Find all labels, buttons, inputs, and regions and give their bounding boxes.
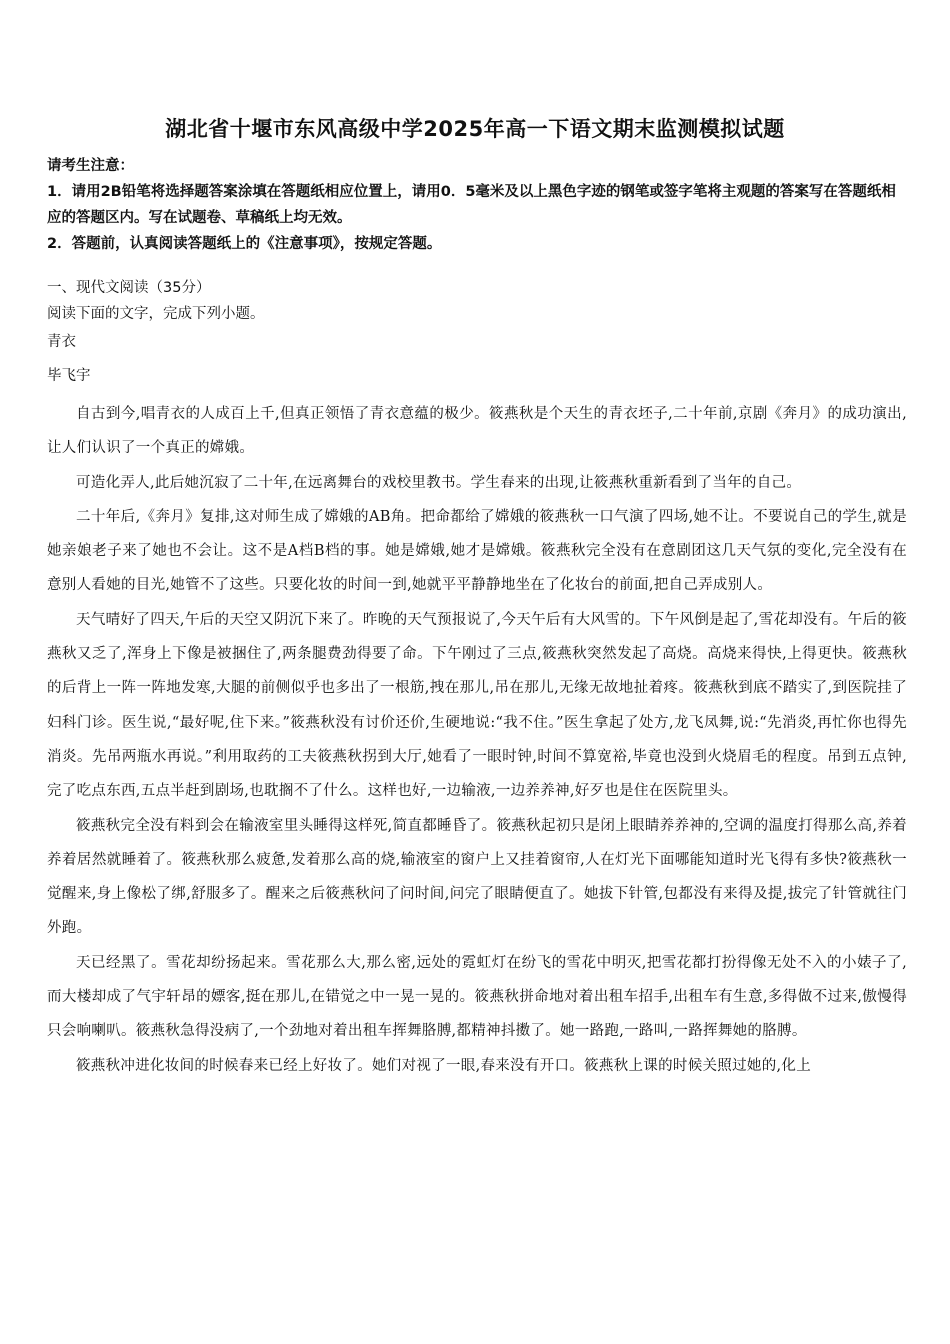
article-paragraph: 自古到今,唱青衣的人成百上千,但真正领悟了青衣意蕴的极少。筱燕秋是个天生的青衣坯子,二十年前,京剧《奔月》的成功演出,让人们认识了一个真正的嫦娥。 bbox=[47, 406, 907, 457]
notice-item-2: 2．答题前，认真阅读答题纸上的《注意事项》，按规定答题。 bbox=[47, 236, 442, 252]
notice-item-1: 1．请用2B铅笔将选择题答案涂填在答题纸相应位置上，请用0．5毫米及以上黑色字迹的钢笔或签字笔将主观题的答案写在答题纸相应的答题区内。写在试题卷、草稿纸上均无效。 bbox=[47, 184, 896, 226]
article-title: 青衣 bbox=[47, 334, 76, 350]
notice-block bbox=[47, 153, 907, 257]
article-body bbox=[47, 329, 907, 1083]
section-instruction: 阅读下面的文字，完成下列小题。 bbox=[47, 306, 265, 322]
article-author: 毕飞宇 bbox=[47, 368, 91, 384]
section-header bbox=[47, 275, 907, 327]
article-paragraph: 天已经黑了。雪花却纷扬起来。雪花那么大,那么密,远处的霓虹灯在纷飞的雪花中明灭,把雪花都打扮得像无处不入的小婊子了,而大楼却成了气宇轩昂的嫖客,挺在那儿,在错觉之中一晃一晃的。筱燕秋拼命地对着出租车招手,出租车有生意,多得做不过来,傲慢得只会响喇叭。筱燕秋急得没病了,一个劲地对着出租车挥舞胳膊,都精神抖擞了。她一路跑,一路叫,一路挥舞她的胳膊。 bbox=[47, 954, 907, 1040]
article-paragraph: 可造化弄人,此后她沉寂了二十年,在远离舞台的戏校里教书。学生春来的出现,让筱燕秋重新看到了当年的自己。 bbox=[76, 474, 802, 491]
notice-heading: 请考生注意： bbox=[47, 158, 134, 174]
article-paragraph: 天气晴好了四天,午后的天空又阴沉下来了。昨晚的天气预报说了,今天午后有大风雪的。下午风倒是起了,雪花却没有。午后的筱燕秋又乏了,浑身上下像是被捆住了,两条腿费劲得要了命。下午刚过了三点,筱燕秋突然发起了高烧。高烧来得快,上得更快。筱燕秋的后背上一阵一阵地发寒,大腿的前侧似乎也多出了一根筋,拽在那儿,吊在那儿,无缘无故地扯着疼。筱燕秋到底不踏实了,到医院挂了妇科门诊。医生说,“最好呢,住下来。”筱燕秋没有讨价还价,生硬地说:“我不住。”医生拿起了处方,龙飞凤舞,说:“先消炎,再忙你也得先消炎。先吊两瓶水再说。”利用取药的工夫筱燕秋拐到大厅,她看了一眼时钟,时间不算宽裕,毕竟也没到火烧眉毛的程度。吊到五点钟,完了吃点东西,五点半赶到剧场,也耽搁不了什么。这样也好,一边输液,一边养养神,好歹也是住在医院里头。 bbox=[47, 611, 907, 800]
section-heading: 一、现代文阅读（35分） bbox=[47, 280, 211, 296]
exam-title: 湖北省十堰市东风高级中学2025年高一下语文期末监测模拟试题 bbox=[165, 117, 785, 141]
article-paragraph: 二十年后,《奔月》复排,这对师生成了嫦娥的AB角。把命都给了嫦娥的筱燕秋一口气演了四场,她不让。不要说自己的学生,就是她亲娘老子来了她也不会让。这不是A档B档的事。她是嫦娥,她才是嫦娥。筱燕秋完全没有在意剧团这几天气氛的变化,完全没有在意别人看她的目光,她管不了这些。只要化妆的时间一到,她就平平静静地坐在了化妆台的前面,把自己弄成别人。 bbox=[47, 508, 907, 594]
article-paragraph: 筱燕秋冲进化妆间的时候春来已经上好妆了。她们对视了一眼,春来没有开口。筱燕秋上课的时候关照过她的,化上 bbox=[76, 1057, 812, 1074]
article-paragraph: 筱燕秋完全没有料到会在输液室里头睡得这样死,简直都睡昏了。筱燕秋起初只是闭上眼睛养养神的,空调的温度打得那么高,养着养着居然就睡着了。筱燕秋那么疲惫,发着那么高的烧,输液室的窗户上又挂着窗帘,人在灯光下面哪能知道时光飞得有多快?筱燕秋一觉醒来,身上像松了绑,舒服多了。醒来之后筱燕秋问了问时间,问完了眼睛便直了。她拔下针管,包都没有来得及提,拔完了针管就往门外跑。 bbox=[47, 817, 907, 937]
